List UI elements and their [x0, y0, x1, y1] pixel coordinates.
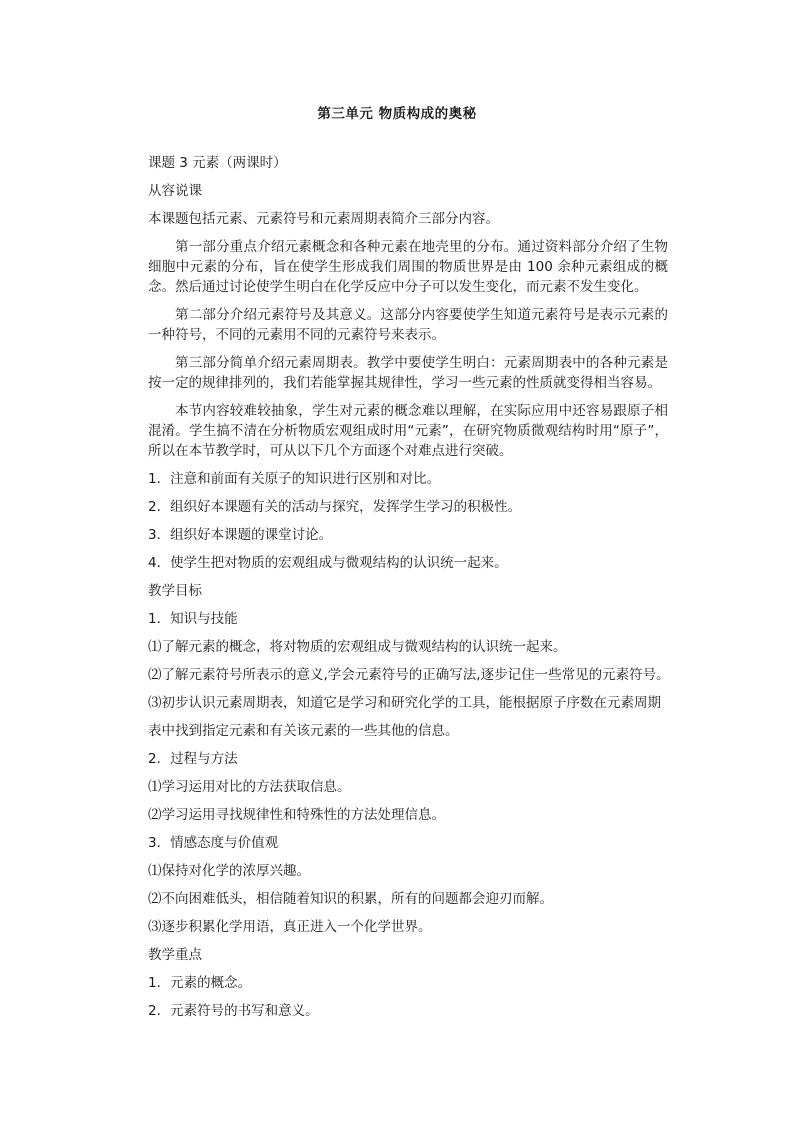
focus-item: 1．元素的概念。: [148, 975, 252, 991]
approach-item: 1．注意和前面有关原子的知识进行区别和对比。: [148, 471, 441, 487]
focus-item: 2．元素符号的书写和意义。: [148, 1003, 319, 1019]
paragraph-part3: 第三部分简单介绍元素周期表。教学中要使学生明白：元素周期表中的各种元素是按一定的规律排列的，我们若能掌握其规律性，学习一些元素的性质就变得相当容易。: [148, 355, 668, 391]
goal-heading: 2．过程与方法: [148, 751, 238, 767]
section-heading-goals: 教学目标: [148, 583, 202, 599]
goal-item: ⑵不向困难低头，相信随着知识的积累，所有的问题都会迎刃而解。: [148, 891, 553, 907]
section-heading-focus: 教学重点: [148, 947, 202, 963]
goal-item: ⑴学习运用对比的方法获取信息。: [148, 779, 351, 795]
goal-item: ⑵学习运用寻找规律性和特殊性的方法处理信息。: [148, 807, 445, 823]
goal-item: ⑴保持对化学的浓厚兴趣。: [148, 863, 310, 879]
paragraph-difficulty: 本节内容较难较抽象，学生对元素的概念难以理解，在实际应用中还容易跟原子相混淆。学生搞不清在分析物质宏观组成时用“元素”，在研究物质微观结构时用“原子”，所以在本节教学时，可从以下几个方面逐个对难点进行突破。: [148, 403, 668, 459]
approach-item: 2．组织好本课题有关的活动与探究，发挥学生学习的积极性。: [148, 499, 522, 515]
goal-heading: 1．知识与技能: [148, 611, 238, 627]
paragraph-part2: 第二部分介绍元素符号及其意义。这部分内容要使学生知道元素符号是表示元素的一种符号，不同的元素用不同的元素符号来表示。: [148, 307, 668, 343]
section-heading-overview: 从容说课: [148, 183, 202, 199]
goal-item: ⑶初步认识元素周期表，知道它是学习和研究化学的工具，能根据原子序数在元素周期: [148, 695, 661, 711]
document-body: [148, 153, 668, 1029]
goal-item: ⑵了解元素符号所表示的意义,学会元素符号的正确写法,逐步记住一些常见的元素符号。: [148, 667, 670, 683]
lesson-heading: 课题 3 元素（两课时）: [148, 155, 287, 171]
page-title: 第三单元 物质构成的奥秘: [317, 106, 477, 122]
goal-item: 表中找到指定元素和有关该元素的一些其他的信息。: [148, 723, 459, 739]
approach-item: 3．组织好本课题的课堂讨论。: [148, 527, 333, 543]
goal-item: ⑴了解元素的概念，将对物质的宏观组成与微观结构的认识统一起来。: [148, 639, 567, 655]
goal-item: ⑶逐步积累化学用语，真正进入一个化学世界。: [148, 919, 432, 935]
paragraph-part1: 第一部分重点介绍元素概念和各种元素在地壳里的分布。通过资料部分介绍了生物细胞中元素的分布，旨在使学生形成我们周围的物质世界是由 100 余种元素组成的概念。然后通过讨论使学生明白在化学反应中分子可以发生变化，而元素不发生变化。: [148, 239, 668, 295]
approach-item: 4．使学生把对物质的宏观组成与微观结构的认识统一起来。: [148, 555, 508, 571]
goal-heading: 3．情感态度与价值观: [148, 835, 279, 851]
overview-intro: 本课题包括元素、元素符号和元素周期表简介三部分内容。: [148, 211, 499, 227]
